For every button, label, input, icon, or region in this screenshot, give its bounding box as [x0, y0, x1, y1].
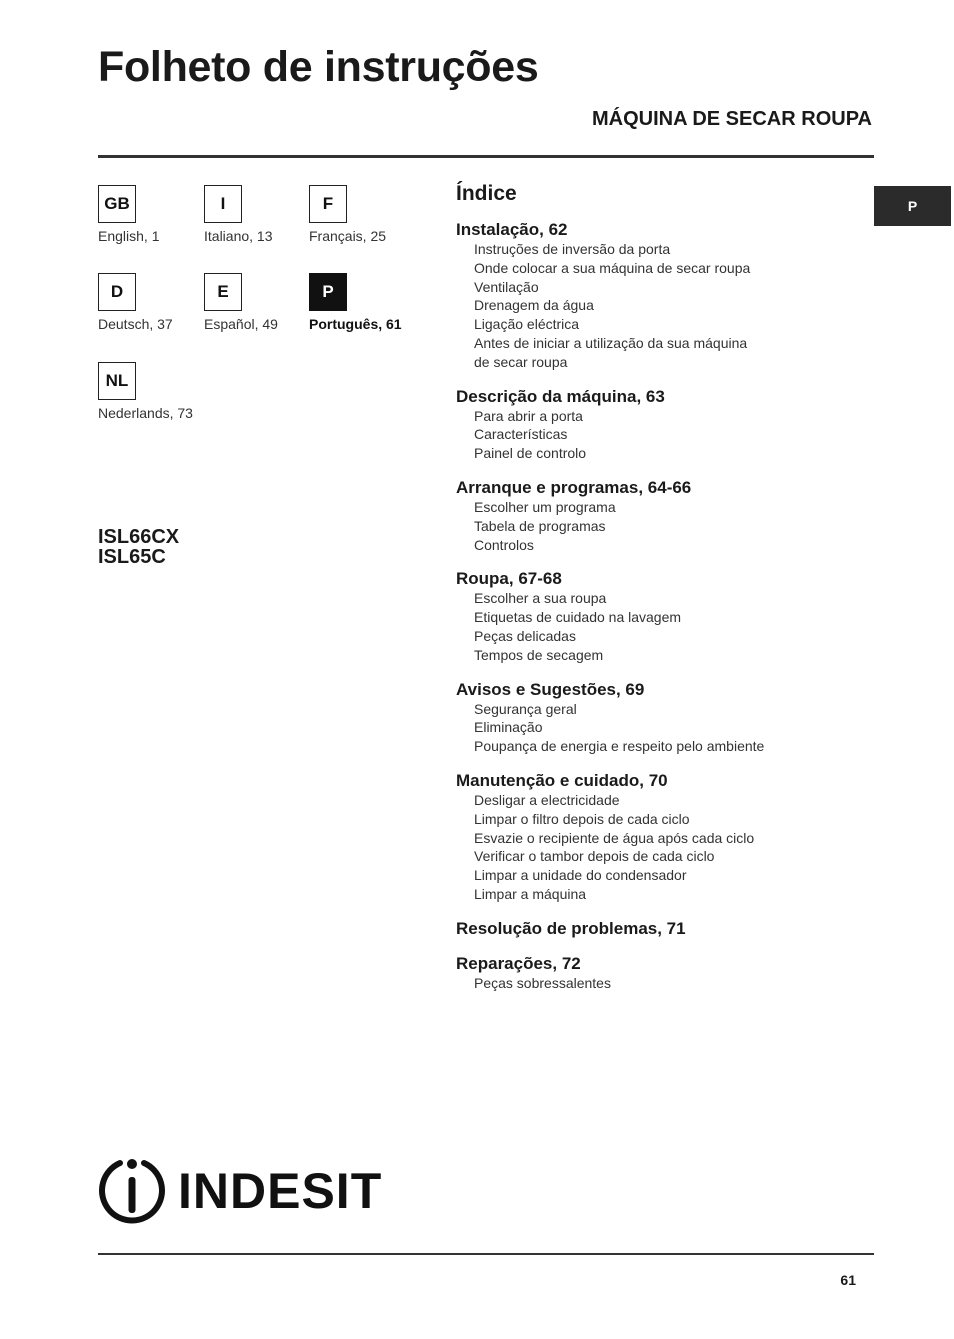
toc-item[interactable]: Peças delicadas: [474, 627, 576, 644]
toc-item[interactable]: de secar roupa: [474, 353, 568, 370]
language-label: Español, 49: [204, 316, 278, 332]
toc-item[interactable]: Desligar a electricidade: [474, 791, 620, 808]
toc-section-title[interactable]: Resolução de problemas, 71: [456, 918, 686, 938]
toc-item[interactable]: Onde colocar a sua máquina de secar roupa: [474, 259, 751, 276]
toc-item[interactable]: Segurança geral: [474, 700, 577, 717]
toc-section-title[interactable]: Instalação, 62: [456, 220, 568, 239]
toc-item[interactable]: Características: [474, 426, 568, 443]
language-code-box[interactable]: D: [98, 273, 136, 311]
language-nl[interactable]: [98, 362, 193, 421]
toc-item[interactable]: Controlos: [474, 536, 534, 553]
toc-item[interactable]: Escolher um programa: [474, 498, 616, 515]
toc-item[interactable]: Verificar o tambor depois de cada ciclo: [474, 848, 715, 865]
toc-item[interactable]: Ventilação: [474, 278, 539, 295]
toc-item[interactable]: Esvazie o recipiente de água após cada ciclo: [474, 829, 755, 846]
toc-section: [456, 954, 876, 993]
indesit-logo-icon: [98, 1155, 166, 1227]
toc-section: [456, 478, 876, 554]
language-d[interactable]: [98, 273, 173, 332]
toc-item[interactable]: Poupança de energia e respeito pelo ambiente: [474, 738, 765, 755]
toc-section: [456, 771, 876, 904]
page-title: Folheto de instruções: [98, 43, 539, 91]
toc-item[interactable]: Painel de controlo: [474, 445, 587, 462]
bottom-divider: [98, 1253, 874, 1255]
toc-section-title[interactable]: Arranque e programas, 64-66: [456, 477, 692, 497]
toc-item[interactable]: Tempos de secagem: [474, 646, 604, 663]
table-of-contents: [456, 182, 876, 1008]
language-label: English, 1: [98, 228, 160, 244]
toc-item[interactable]: Antes de iniciar a utilização da sua máquina: [474, 334, 748, 351]
toc-section: [456, 387, 876, 463]
toc-section: [456, 919, 876, 939]
model-number: ISL65C: [98, 546, 166, 568]
toc-item[interactable]: Escolher a sua roupa: [474, 590, 607, 607]
language-label: Deutsch, 37: [98, 316, 173, 332]
toc-item[interactable]: Limpar a máquina: [474, 885, 587, 902]
toc-item[interactable]: Ligação eléctrica: [474, 316, 580, 333]
toc-section: [456, 569, 876, 664]
language-i[interactable]: [204, 185, 273, 244]
language-label: Nederlands, 73: [98, 405, 193, 421]
language-code-box[interactable]: F: [309, 185, 347, 223]
toc-item[interactable]: Limpar o filtro depois de cada ciclo: [474, 810, 690, 827]
document-subtitle: MÁQUINA DE SECAR ROUPA: [591, 108, 872, 130]
toc-section-title[interactable]: Roupa, 67-68: [456, 569, 562, 589]
toc-item[interactable]: Tabela de programas: [474, 517, 606, 534]
page-number: 61: [840, 1272, 856, 1288]
language-gb[interactable]: [98, 185, 159, 244]
toc-section: [456, 220, 876, 372]
language-code-box[interactable]: E: [204, 273, 242, 311]
toc-section: [456, 680, 876, 756]
language-e[interactable]: [204, 273, 278, 332]
language-label: Português, 61: [309, 316, 402, 332]
language-f[interactable]: [309, 185, 386, 244]
model-number: ISL66CX: [98, 526, 180, 548]
language-code-box[interactable]: GB: [98, 185, 136, 223]
brand-wordmark: INDESIT: [178, 1163, 383, 1219]
language-label: Français, 25: [309, 228, 387, 244]
toc-item[interactable]: Eliminação: [474, 719, 543, 736]
language-side-tab: P: [874, 186, 951, 226]
toc-heading: Índice: [456, 182, 517, 205]
toc-section-title[interactable]: Manutenção e cuidado, 70: [456, 770, 668, 790]
brand-logo: [98, 1155, 382, 1227]
toc-item[interactable]: Drenagem da água: [474, 297, 594, 314]
language-code-box[interactable]: I: [204, 185, 242, 223]
toc-item[interactable]: Para abrir a porta: [474, 407, 583, 424]
top-divider: [98, 155, 874, 158]
toc-item[interactable]: Instruções de inversão da porta: [474, 241, 671, 257]
language-label: Italiano, 13: [204, 228, 273, 244]
toc-item[interactable]: Limpar a unidade do condensador: [474, 867, 687, 884]
language-p[interactable]: [309, 273, 402, 332]
toc-section-title[interactable]: Descrição da máquina, 63: [456, 386, 665, 406]
toc-section-title[interactable]: Reparações, 72: [456, 953, 581, 973]
toc-section-list: [456, 220, 876, 993]
toc-item[interactable]: Etiquetas de cuidado na lavagem: [474, 609, 682, 626]
model-numbers: [98, 527, 179, 567]
language-code-box[interactable]: P: [309, 273, 347, 311]
toc-item[interactable]: Peças sobressalentes: [474, 974, 611, 991]
toc-section-title[interactable]: Avisos e Sugestões, 69: [456, 679, 645, 699]
language-code-box[interactable]: NL: [98, 362, 136, 400]
language-selector: [98, 185, 428, 435]
